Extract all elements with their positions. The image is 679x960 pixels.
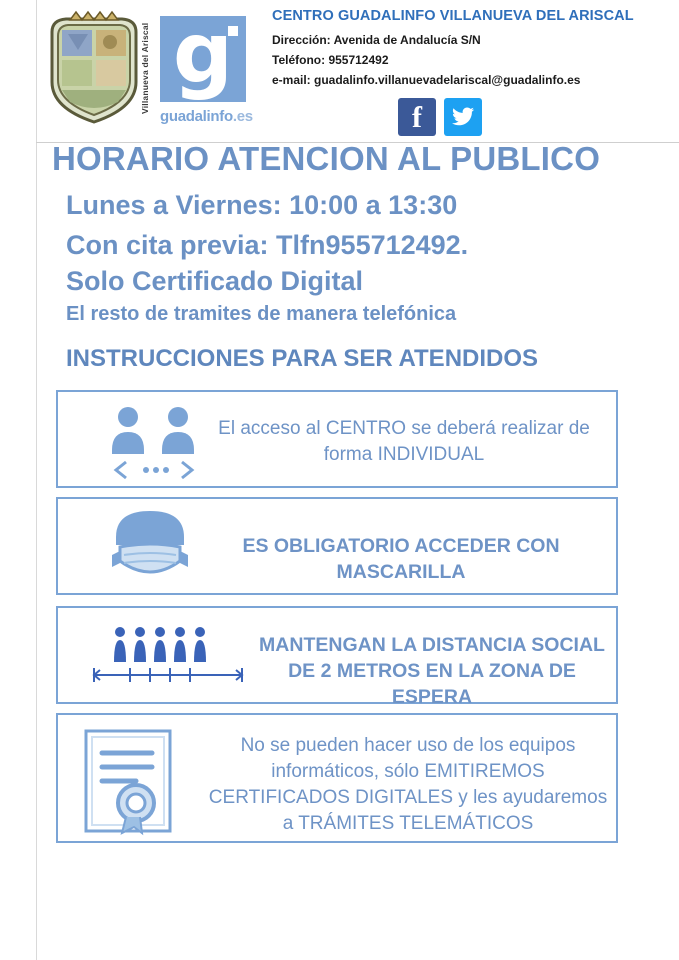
schedule-title: HORARIO ATENCION AL PUBLICO [52,140,601,177]
certificate-document-icon [78,727,198,835]
center-title: CENTRO GUADALINFO VILLANUEVA DEL ARISCAL [272,8,634,24]
instruction-text: No se pueden hacer uso de los equipos informáticos, sólo EMITIREMOS CERTIFICADOS DIGITALES y les ayudaremos a TRÁMITES TELEMÁTICOS [208,735,608,834]
face-mask-icon [104,507,196,589]
two-people-distance-icon [106,404,202,478]
poster-header [0,0,679,142]
crest-caption: Villanueva del Ariscal [140,22,150,114]
facebook-glyph: f [412,101,422,134]
instruction-text: ES OBLIGATORIO ACCEDER CON MASCARILLA [242,535,560,583]
schedule-line-4: El resto de tramites de manera telefónica [66,303,457,325]
guadalinfo-logo [160,4,265,131]
instructions-title: INSTRUCCIONES PARA SER ATENDIDOS [66,345,539,372]
instruction-box [56,713,618,843]
instruction-text: El acceso al CENTRO se deberá realizar de forma INDIVIDUAL [218,418,590,465]
logo-square [160,4,246,102]
facebook-icon[interactable] [398,98,436,136]
twitter-icon[interactable] [444,98,482,136]
queue-distance-icon [78,622,258,692]
center-phone: Teléfono: 955712492 [272,53,389,67]
page-left-rule [36,0,37,960]
twitter-glyph [444,98,482,136]
schedule-line-3: Solo Certificado Digital [66,266,364,296]
logo-wordmark-text: guadalinfo [160,108,233,125]
logo-letter: g [172,4,234,102]
schedule-line-2: Con cita previa: Tlfn955712492. [66,230,469,260]
instruction-box [56,606,618,708]
instruction-text: MANTENGAN LA DISTANCIA SOCIAL DE 2 METROS EN LA ZONA DE ESPERA [259,634,605,708]
logo-wordmark [160,108,265,125]
instruction-box [56,390,618,488]
social-links [398,98,488,136]
instruction-box [56,497,618,595]
center-email: e-mail: guadalinfo.villanuevadelariscal@guadalinfo.es [272,73,581,87]
logo-wordmark-suffix: .es [232,108,253,125]
town-crest-icon [46,10,142,128]
schedule-line-1: Lunes a Viernes: 10:00 a 13:30 [66,190,458,220]
center-address: Dirección: Avenida de Andalucía S/N [272,33,481,47]
